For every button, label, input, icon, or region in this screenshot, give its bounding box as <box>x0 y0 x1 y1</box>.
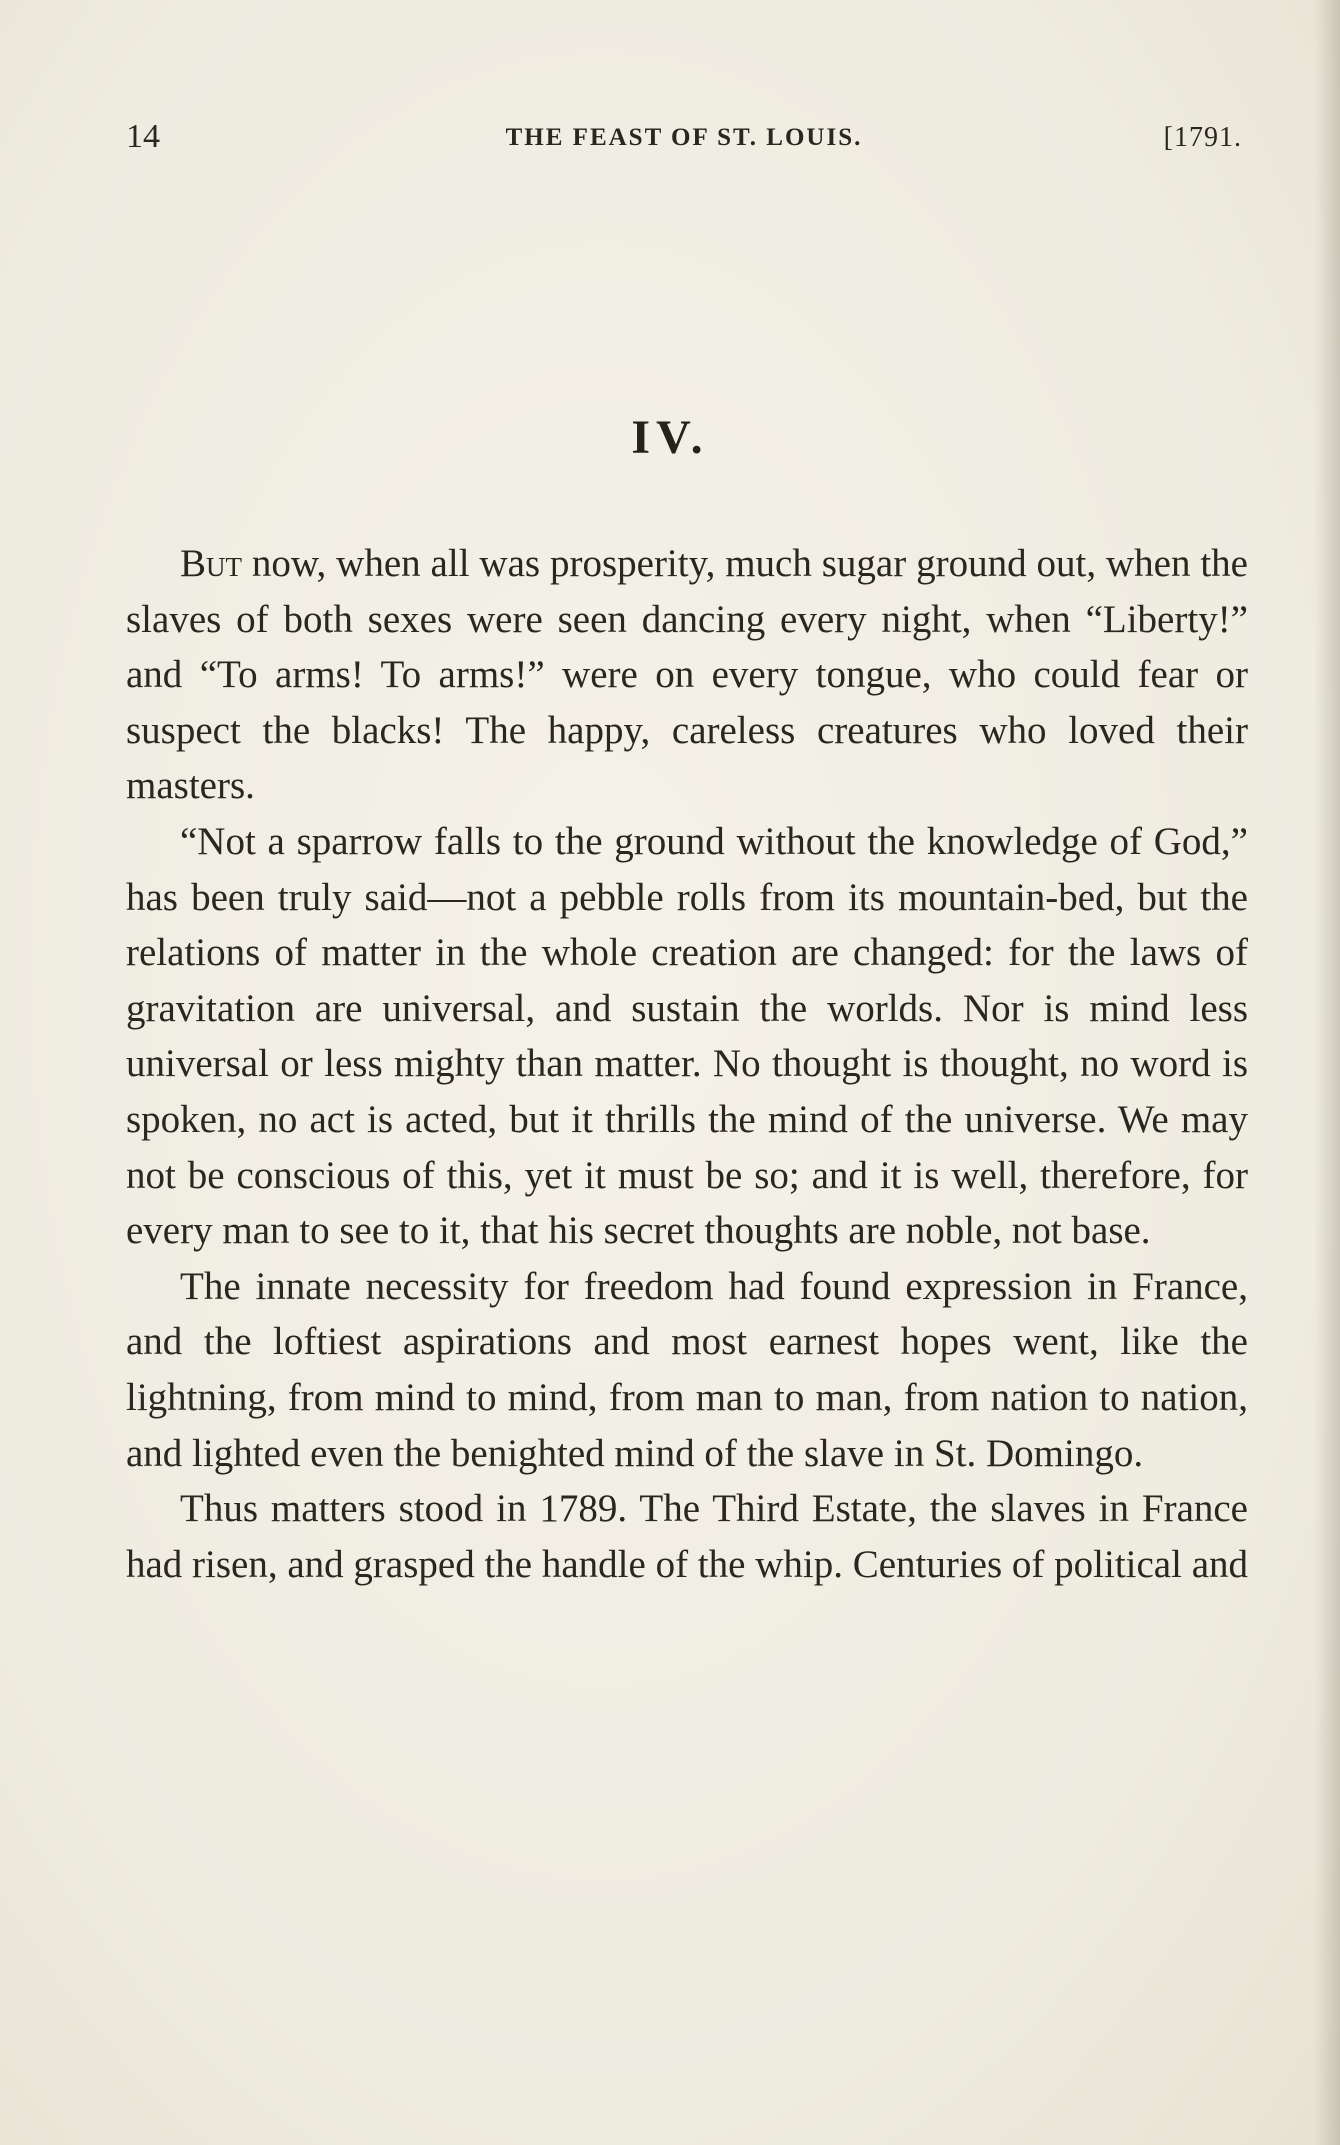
paragraph: “Not a sparrow falls to the ground without the knowledge of God,” has been truly said—not a pebble rolls from its mountain-bed, but the relations of matter in the whole creation are changed: for the laws of gravitation are universal, and sustain the worlds. Nor is mind less universal or less mighty than matter. No thought is thought, no word is spoken, no act is acted, but it thrills the mind of the universe. We may not be conscious of this, yet it must be so; and it is well, therefore, for every man to see to it, that his secret thoughts are noble, not base. <box>126 819 1248 1253</box>
body-text <box>126 536 1248 1592</box>
paragraph-text: now, when all was prosperity, much sugar ground out, when the slaves of both sexes were seen dancing every night, when “Liberty!” and “To arms! To arms!” were on every tongue, who could fear or suspect the blacks! The happy, careless creatures who loved their masters. <box>126 542 1248 808</box>
paragraph: The innate necessity for freedom had found expression in France, and the loftiest aspirations and most earnest hopes went, like the lightning, from mind to mind, from man to man, from nation to nation, and lighted even the benighted mind of the slave in St. Domingo. <box>126 1264 1248 1475</box>
paragraph: Thus matters stood in 1789. The Third Estate, the slaves in France had risen, and grasped the handle of the whip. Centuries of political and <box>126 1487 1249 1586</box>
page-number: 14 <box>126 118 160 155</box>
header-year: [1791. <box>1163 122 1242 153</box>
paragraph <box>126 536 1248 814</box>
paragraph-lead-word: But <box>180 542 243 585</box>
chapter-heading: IV. <box>631 411 709 464</box>
running-header <box>126 118 1242 168</box>
page-edge <box>1314 0 1340 2145</box>
running-title: THE FEAST OF ST. LOUIS. <box>505 124 863 151</box>
